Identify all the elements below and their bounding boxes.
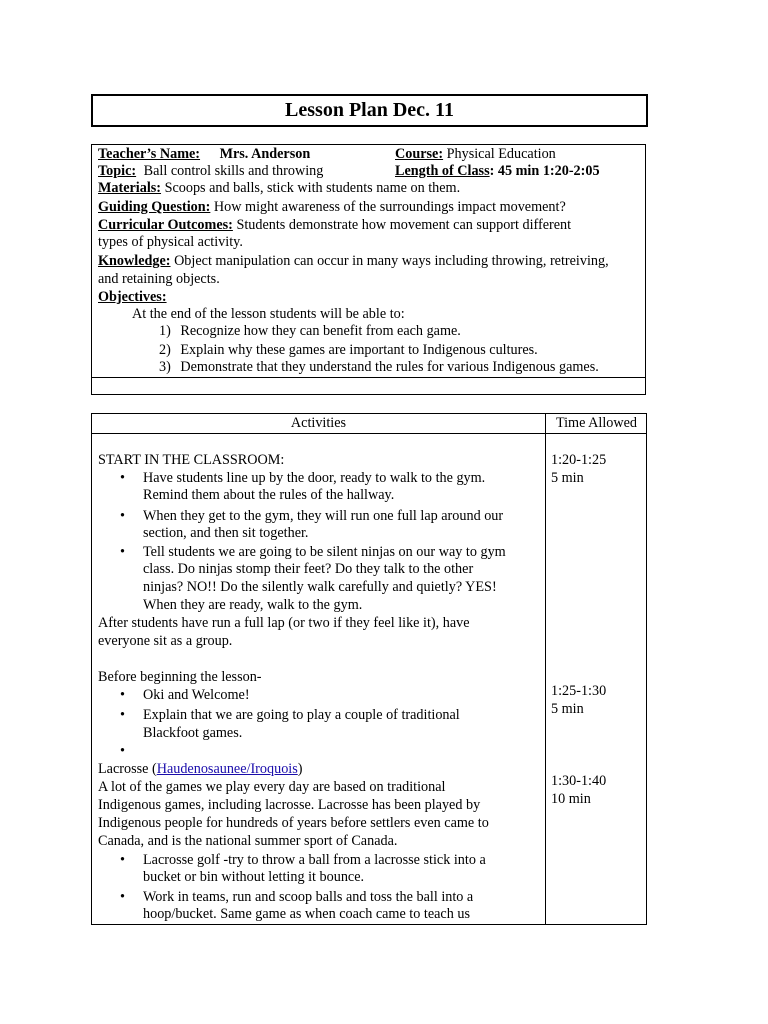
activity-line: Canada, and is the national summer sport of Canada. [98,833,398,849]
section-heading: Before beginning the lesson- [98,669,262,685]
lacrosse-heading [98,761,302,778]
activity-line: Remind them about the rules of the hallway. [143,487,395,503]
section-heading: START IN THE CLASSROOM: [98,452,285,468]
time-range: 1:20-1:25 [551,452,607,468]
objective-item [159,342,538,359]
info-divider [92,377,645,378]
topic-row [98,163,323,180]
activity-line: A lot of the games we play every day are based on traditional [98,779,446,795]
curricular-row [98,217,571,234]
activity-line: section, and then sit together. [143,525,309,541]
teacher-label: Teacher’s Name: [98,146,201,162]
activity-line: Explain that we are going to play a couple of traditional [143,707,460,723]
objective-text: Explain why these games are important to Indigenous cultures. [180,342,538,358]
bullet-icon: • [120,508,125,524]
activity-line: Blackfoot games. [143,725,243,741]
activity-line: everyone sit as a group. [98,633,233,649]
bullet-icon: • [120,889,125,905]
guiding-row [98,199,566,216]
objective-item [159,359,599,376]
lacrosse-prefix: Lacrosse ( [98,761,157,777]
materials-value: Scoops and balls, stick with students name on them. [164,180,461,196]
objective-number: 2) [159,342,171,358]
activity-line: bucket or bin without letting it bounce. [143,869,365,885]
lesson-title: Lesson Plan Dec. 11 [91,94,648,127]
lacrosse-suffix: ) [297,761,303,777]
time-range: 1:25-1:30 [551,683,607,699]
guiding-label: Guiding Question: [98,199,211,215]
activity-line: Tell students we are going to be silent ninjas on our way to gym [143,544,506,560]
bullet-icon: • [120,852,125,868]
knowledge-value: Object manipulation can occur in many ways including throwing, retreiving, [174,253,609,269]
activity-line: class. Do ninjas stomp their feet? Do they talk to the other [143,561,474,577]
haudenosaunee-link[interactable]: Haudenosaunee/Iroquois [156,761,298,777]
teacher-value: Mrs. Anderson [219,146,311,162]
topic-value: Ball control skills and throwing [143,163,324,179]
time-duration: 5 min [551,701,584,717]
activity-line: After students have run a full lap (or two if they feel like it), have [98,615,470,631]
time-duration: 5 min [551,470,584,486]
objectives-intro: At the end of the lesson students will be able to: [132,306,405,322]
time-duration: 10 min [551,791,591,807]
course-label: Course: [395,146,444,162]
header-divider [92,433,646,434]
materials-row [98,180,460,197]
knowledge-label: Knowledge: [98,253,171,269]
activity-line: Lacrosse golf -try to throw a ball from a lacrosse stick into a [143,852,486,868]
activity-line: ninjas? NO!! Do the silently walk carefully and quietly? YES! [143,579,497,595]
activity-line: When they are ready, walk to the gym. [143,597,363,613]
activities-header: Activities [290,415,347,431]
bullet-icon: • [120,743,125,759]
activity-line: When they get to the gym, they will run one full lap around our [143,508,504,524]
activity-line: Oki and Welcome! [143,687,250,703]
curricular-label: Curricular Outcomes: [98,217,233,233]
activity-line: Have students line up by the door, ready to walk to the gym. [143,470,486,486]
activity-line: Indigenous people for hundreds of years before settlers even came to [98,815,489,831]
length-row [395,163,600,180]
time-allowed-header: Time Allowed [555,415,638,431]
objective-number: 1) [159,323,171,339]
course-row [395,146,556,163]
materials-label: Materials: [98,180,162,196]
lesson-info-box [91,144,646,395]
bullet-icon: • [120,707,125,723]
topic-label: Topic: [98,163,137,179]
objectives-heading [98,289,167,306]
activity-line: hoop/bucket. Same game as when coach came to teach us [143,906,470,922]
knowledge-value-cont: and retaining objects. [98,271,220,287]
curricular-value: Students demonstrate how movement can support different [236,217,572,233]
activities-table [91,413,647,925]
activity-line: Work in teams, run and scoop balls and toss the ball into a [143,889,474,905]
bullet-icon: • [120,544,125,560]
length-label: Length of Class [395,163,490,179]
guiding-value: How might awareness of the surroundings impact movement? [213,199,566,215]
course-value: Physical Education [446,146,556,162]
time-range: 1:30-1:40 [551,773,607,789]
activity-line: Indigenous games, including lacrosse. Lacrosse has been played by [98,797,481,813]
knowledge-row [98,253,609,270]
objective-text: Demonstrate that they understand the rules for various Indigenous games. [180,359,599,375]
bullet-icon: • [120,470,125,486]
objective-item [159,323,461,340]
objectives-label: Objectives: [98,289,167,305]
teacher-row [98,146,310,163]
length-value: : 45 min 1:20-2:05 [489,163,600,179]
objective-text: Recognize how they can benefit from each game. [180,323,461,339]
column-divider [545,414,546,924]
curricular-value-cont: types of physical activity. [98,234,243,250]
objective-number: 3) [159,359,171,375]
bullet-icon: • [120,687,125,703]
